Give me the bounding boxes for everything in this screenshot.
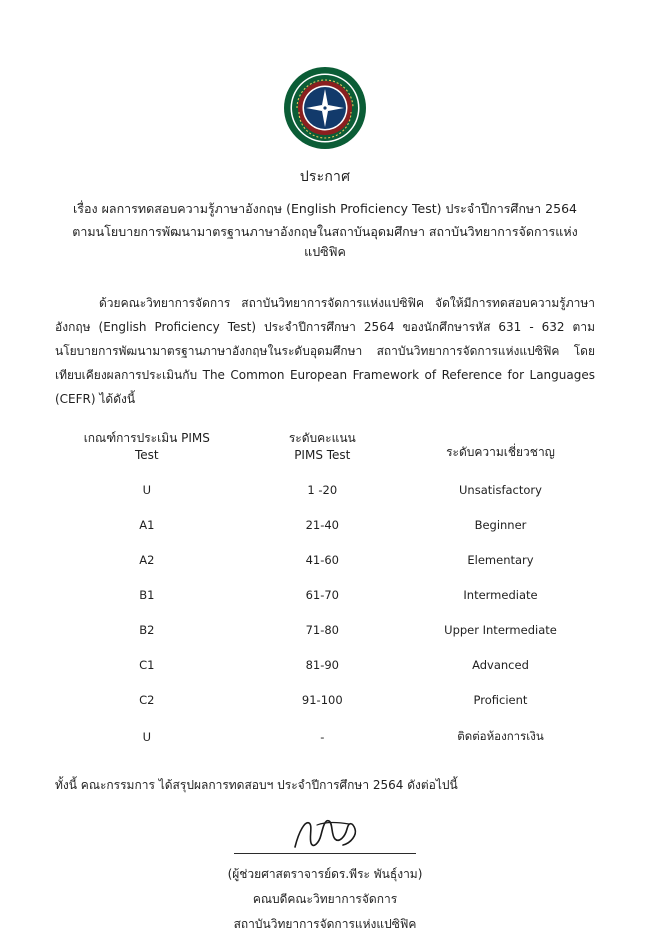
table-row [55, 567, 595, 602]
table-header-proficiency: ระดับความเชี่ยวชาญ [446, 444, 555, 459]
cell-level: Elementary [467, 552, 534, 567]
cell-level: Upper Intermediate [444, 622, 557, 637]
table-header-row-1 [55, 429, 595, 448]
intro-paragraph: ด้วยคณะวิทยาการจัดการ สถาบันวิทยาการจัดการแห่งแปซิฟิค จัดให้มีการทดสอบความรู้ภาษาอังกฤษ (English Proficiency Test) ประจำปีการศึกษา 2564 ของนักศึกษารหัส 631 - 632 ตามนโยบายการพัฒนามาตรฐานภาษาอังกฤษในระดับอุดมศึกษา สถาบันวิทยาการจัดการแห่งแปซิฟิค โดยเทียบเคียงผลการประเมินกับ The Common European Framework of Reference for Languages (CEFR) ได้ดังนี้ [55, 295, 595, 406]
page-title: ประกาศ [299, 169, 351, 185]
signer-organization: สถาบันวิทยาการจัดการแห่งแปซิฟิค [233, 916, 417, 931]
signature-block [55, 813, 595, 934]
cell-score: 61-70 [305, 587, 339, 602]
table-row [55, 707, 595, 746]
cell-level: Proficient [473, 692, 528, 707]
cell-criteria: A2 [139, 552, 155, 567]
handwritten-signature-icon [55, 813, 595, 853]
cell-level: ติดต่อห้องการเงิน [457, 728, 544, 743]
header-policy-line: ตามนโยบายการพัฒนามาตรฐานภาษาอังกฤษในสถาบันอุดมศึกษา สถาบันวิทยาการจัดการแห่งแปซิฟิค [72, 223, 578, 260]
criteria-table [55, 429, 595, 746]
signer-name: (ผู้ช่วยศาสตราจารย์ดร.พีระ พันธุ์งาม) [227, 866, 423, 881]
cell-score: - [320, 729, 325, 744]
cell-score: 1 -20 [307, 482, 338, 497]
cell-criteria: A1 [139, 517, 155, 532]
cell-level: Intermediate [463, 587, 538, 602]
cell-criteria: B1 [139, 587, 155, 602]
table-row [55, 602, 595, 637]
cell-criteria: B2 [139, 622, 155, 637]
cell-score: 21-40 [305, 517, 339, 532]
cell-score: 41-60 [305, 552, 339, 567]
table-header-criteria-line2: Test [134, 447, 159, 462]
cell-score: 71-80 [305, 622, 339, 637]
table-header-score-line1: ระดับคะแนน [288, 430, 356, 445]
logo-container [55, 0, 595, 150]
cell-score: 91-100 [301, 692, 343, 707]
cell-score: 81-90 [305, 657, 339, 672]
document-header [55, 166, 595, 263]
cell-criteria: C1 [139, 657, 155, 672]
header-subject-line: เรื่อง ผลการทดสอบความรู้ภาษาอังกฤษ (English Proficiency Test) ประจำปีการศึกษา 2564 [73, 201, 577, 216]
table-header-criteria-line1: เกณฑ์การประเมิน PIMS [83, 430, 210, 445]
cell-level: Beginner [474, 517, 527, 532]
cell-criteria: U [142, 482, 151, 497]
cell-level: Advanced [472, 657, 529, 672]
signature-line [234, 853, 416, 854]
table-row [55, 637, 595, 672]
institute-seal-icon [283, 66, 367, 150]
cell-level: Unsatisfactory [459, 482, 542, 497]
table-row [55, 532, 595, 567]
table-row [55, 462, 595, 497]
cell-criteria: C2 [139, 692, 155, 707]
cell-criteria: U [142, 729, 151, 744]
table-row [55, 497, 595, 532]
signer-role: คณบดีคณะวิทยาการจัดการ [252, 891, 398, 906]
table-header-score-line2: PIMS Test [294, 447, 351, 462]
table-row [55, 672, 595, 707]
closing-paragraph: ทั้งนี้ คณะกรรมการ ได้สรุปผลการทดสอบฯ ประจำปีการศึกษา 2564 ดังต่อไปนี้ [55, 777, 458, 792]
